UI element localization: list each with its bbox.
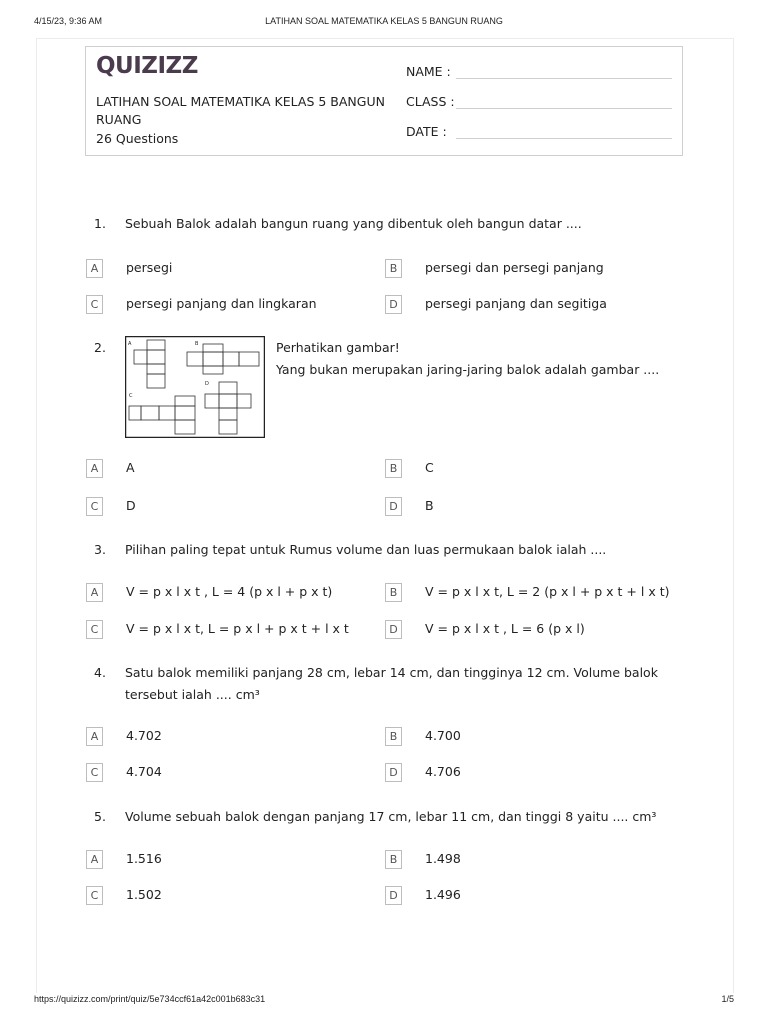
- option-letter: C: [86, 497, 103, 516]
- option-letter: C: [86, 620, 103, 639]
- option-letter: D: [385, 620, 402, 639]
- quiz-title: LATIHAN SOAL MATEMATIKA KELAS 5 BANGUN RUANG: [96, 94, 385, 127]
- option-text: 4.706: [425, 764, 461, 779]
- option-letter: D: [385, 886, 402, 905]
- worksheet-header: [85, 46, 683, 156]
- option-letter: C: [86, 295, 103, 314]
- option-text: persegi panjang dan segitiga: [425, 296, 607, 311]
- option-text: B: [425, 498, 434, 513]
- date-field: [406, 124, 447, 139]
- question-number: 1.: [94, 216, 106, 231]
- option-text: 4.700: [425, 728, 461, 743]
- cuboid-nets-figure: [125, 336, 265, 438]
- option-text: persegi dan persegi panjang: [425, 260, 604, 275]
- option-text: 4.702: [126, 728, 162, 743]
- figure-label-c: C: [129, 393, 133, 399]
- option-text: V = p x l x t, L = 2 (p x l + p x t + l x t): [425, 584, 670, 599]
- option-text: V = p x l x t, L = p x l + p x t + l x t: [126, 621, 349, 636]
- option-text: V = p x l x t , L = 4 (p x l + p x t): [126, 584, 333, 599]
- question-number: 3.: [94, 542, 106, 557]
- question-text: Sebuah Balok adalah bangun ruang yang dibentuk oleh bangun datar ....: [125, 216, 582, 231]
- name-line: [456, 78, 672, 79]
- option-letter: B: [385, 850, 402, 869]
- option-letter: C: [86, 886, 103, 905]
- question-text: Perhatikan gambar!: [276, 340, 400, 355]
- option-letter: B: [385, 583, 402, 602]
- question-text-line2: tersebut ialah .... cm³: [125, 687, 260, 702]
- option-letter: D: [385, 295, 402, 314]
- option-letter: A: [86, 259, 103, 278]
- option-text: 1.502: [126, 887, 162, 902]
- print-datetime: 4/15/23, 9:36 AM: [34, 16, 103, 26]
- figure-label-d: D: [205, 381, 209, 387]
- figure-label-a: A: [128, 341, 132, 347]
- option-text: 1.516: [126, 851, 162, 866]
- class-line: [456, 108, 672, 109]
- option-letter: A: [86, 727, 103, 746]
- nets-drawing: [125, 336, 265, 438]
- option-letter: B: [385, 259, 402, 278]
- class-field: [406, 94, 455, 109]
- page-number: 1/5: [721, 994, 734, 1004]
- option-text: A: [126, 460, 135, 475]
- question-count: 26 Questions: [96, 131, 179, 146]
- option-letter: B: [385, 459, 402, 478]
- figure-label-b: B: [195, 341, 199, 347]
- option-letter: D: [385, 763, 402, 782]
- option-letter: B: [385, 727, 402, 746]
- print-title: LATIHAN SOAL MATEMATIKA KELAS 5 BANGUN RUANG: [265, 16, 503, 26]
- option-text: 1.496: [425, 887, 461, 902]
- date-label: DATE :: [406, 124, 447, 139]
- name-label: NAME :: [406, 64, 451, 79]
- question-number: 4.: [94, 665, 106, 680]
- quizizz-logo: QUIZIZZ: [96, 53, 198, 79]
- option-text: 1.498: [425, 851, 461, 866]
- option-text: C: [425, 460, 434, 475]
- question-number: 2.: [94, 340, 106, 355]
- question-text: Volume sebuah balok dengan panjang 17 cm, lebar 11 cm, dan tinggi 8 yaitu .... cm³: [125, 809, 657, 824]
- option-text: persegi panjang dan lingkaran: [126, 296, 317, 311]
- date-line: [456, 138, 672, 139]
- option-letter: C: [86, 763, 103, 782]
- option-text: D: [126, 498, 136, 513]
- class-label: CLASS :: [406, 94, 455, 109]
- question-text: Pilihan paling tepat untuk Rumus volume dan luas permukaan balok ialah ....: [125, 542, 607, 557]
- question-number: 5.: [94, 809, 106, 824]
- option-letter: A: [86, 850, 103, 869]
- question-text-line2: Yang bukan merupakan jaring-jaring balok adalah gambar ....: [276, 362, 660, 377]
- option-letter: D: [385, 497, 402, 516]
- option-text: V = p x l x t , L = 6 (p x l): [425, 621, 585, 636]
- print-url: https://quizizz.com/print/quiz/5e734ccf61a42c001b683c31: [34, 994, 266, 1004]
- question-text: Satu balok memiliki panjang 28 cm, lebar 14 cm, dan tingginya 12 cm. Volume balok: [125, 665, 658, 680]
- name-field: [406, 64, 451, 79]
- option-text: persegi: [126, 260, 173, 275]
- option-text: 4.704: [126, 764, 162, 779]
- option-letter: A: [86, 459, 103, 478]
- option-letter: A: [86, 583, 103, 602]
